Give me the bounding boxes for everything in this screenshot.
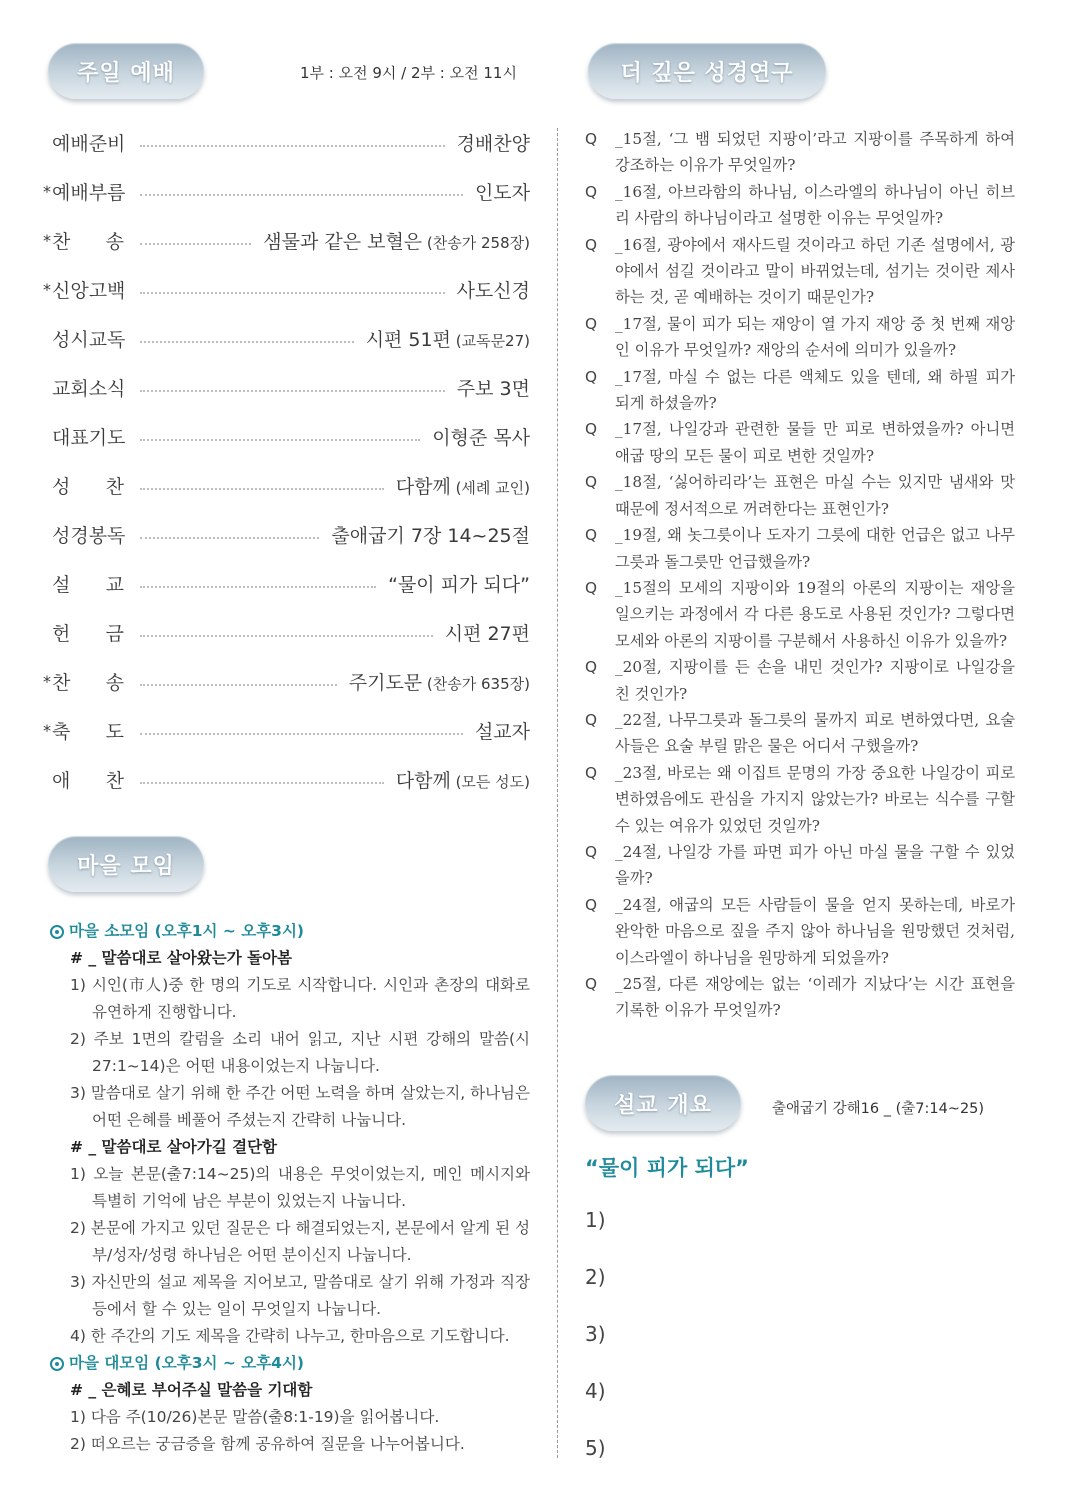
question-text: _20절, 지팡이를 든 손을 내민 것인가? 지팡이로 나일강을 친 것인가? (615, 658, 1015, 703)
worship-item-value (331, 521, 530, 548)
dotted-leader (140, 586, 376, 588)
worship-item-value-text: 다함께 (395, 476, 451, 498)
dotted-leader (140, 733, 463, 735)
standing-mark: * (43, 721, 51, 740)
worship-item-value (263, 227, 530, 254)
study-question (585, 364, 1015, 417)
dotted-leader (140, 194, 463, 196)
worship-item-value (475, 717, 530, 744)
study-question (585, 179, 1015, 232)
worship-item-note: (찬송가 258장) (422, 234, 530, 252)
study-question (585, 126, 1015, 179)
worship-item-name (52, 570, 128, 597)
study-question (585, 232, 1015, 311)
standing-mark: * (43, 182, 51, 201)
worship-order-row (40, 363, 530, 412)
small-meeting-subheading-1: # _ 말씀대로 살아왔는가 돌아봄 (70, 949, 292, 967)
question-mark-label: Q (585, 895, 598, 914)
worship-item-note: (세례 교인) (450, 479, 530, 497)
standing-mark: * (43, 231, 51, 250)
list-item: 2) 주보 1면의 칼럼을 소리 내어 읽고, 지난 시편 강해의 말씀(시27:1~14)은 어떤 내용이었는지 나눕니다. (70, 1030, 530, 1075)
question-mark-label: Q (585, 710, 598, 729)
worship-item-name (52, 374, 128, 401)
worship-item-label-end: 교 (105, 574, 124, 596)
study-question (585, 707, 1015, 760)
worship-item-value (445, 619, 530, 646)
outline-point: 2) (585, 1265, 606, 1289)
worship-item-name (52, 766, 128, 793)
sermon-outline (585, 1208, 606, 1493)
worship-order-row (40, 118, 530, 167)
large-meeting-subheading: # _ 은혜로 부어주실 말씀을 기대함 (70, 1381, 313, 1399)
study-question (585, 311, 1015, 364)
worship-item-value-text: “물이 피가 되다” (388, 574, 530, 596)
worship-item-note: (모든 성도) (450, 773, 530, 791)
column-divider (557, 128, 558, 1458)
small-meeting-heading (50, 918, 530, 945)
question-mark-label: Q (585, 658, 598, 677)
list-item: 3) 자신만의 설교 제목을 지어보고, 말씀대로 살기 위해 가정과 직장 등에서 할 수 있는 일이 무엇일지 나눕니다. (70, 1273, 530, 1318)
question-text: _25절, 다른 재앙에는 없는 ‘이레가 지났다’는 시간 표현을 기록한 이유가 무엇일까? (615, 975, 1015, 1020)
worship-item-label: 헌 (52, 623, 71, 645)
question-mark-label: Q (585, 473, 598, 492)
dotted-leader (140, 292, 445, 294)
worship-item-value-text: 경배찬양 (456, 133, 530, 155)
question-text: _23절, 바로는 왜 이집트 문명의 가장 중요한 나일강이 피로 변하였음에도 관심을 가지지 않았는가? 바로는 식수를 구할 수 있는 여유가 있었던 것일까? (615, 763, 1015, 835)
sermon-title: “물이 피가 되다” (585, 1156, 749, 1180)
worship-item-value (366, 325, 530, 352)
question-text: _18절, ‘싫어하리라’는 표현은 마실 수는 있지만 냄새와 맛 때문에 정서적으로 꺼려한다는 표현인가? (615, 473, 1015, 518)
question-mark-label: Q (585, 578, 598, 597)
question-mark-label: Q (585, 367, 598, 386)
question-mark-label: Q (585, 235, 598, 254)
village-meeting (50, 918, 530, 1458)
worship-item-value-text: 주보 3면 (456, 378, 530, 400)
study-question (585, 760, 1015, 839)
worship-order-row (40, 216, 530, 265)
worship-time: 1부 : 오전 9시 / 2부 : 오전 11시 (300, 64, 517, 82)
worship-item-name (52, 472, 128, 499)
worship-order-row (40, 755, 530, 804)
question-text: _15절의 모세의 지팡이와 19절의 아론의 지팡이는 재앙을 일으키는 과정에서 각 다른 용도로 사용된 것인가? 그렇다면 모세와 아론의 지팡이를 구분해서 사용하신 이유가 있을까? (615, 578, 1015, 650)
worship-item-label: 설 (52, 574, 71, 596)
worship-item-value (432, 423, 530, 450)
dotted-leader (140, 488, 384, 490)
worship-item-value-text: 시편 27편 (444, 623, 530, 645)
study-question (585, 892, 1015, 971)
worship-item-value-text: 이형준 목사 (432, 427, 530, 449)
question-text: _16절, 아브라함의 하나님, 이스라엘의 하나님이 아닌 히브리 사람의 하나님이라고 설명한 이유는 무엇일까? (615, 182, 1015, 228)
study-question (585, 654, 1015, 707)
dotted-leader (140, 341, 354, 343)
worship-item-value-text: 주기도문 (348, 672, 423, 694)
worship-order-row (40, 608, 530, 657)
worship-order-row (40, 167, 530, 216)
study-question (585, 839, 1015, 892)
worship-item-label: 축 (52, 721, 71, 743)
worship-section-title: 주일 예배 (48, 43, 204, 99)
question-text: _24절, 애굽의 모든 사람들이 물을 얻지 못하는데, 바로가 완악한 마음으로 짚을 주지 않아 하나님을 원망했던 것처럼, 이스라엘이 하나님을 원망하게 되었을까? (615, 895, 1015, 967)
worship-item-value (388, 570, 530, 597)
worship-item-name (52, 129, 128, 156)
worship-order-row (40, 265, 530, 314)
worship-order-list (40, 118, 530, 804)
worship-item-name (52, 423, 128, 450)
target-circle-icon (50, 925, 64, 939)
worship-item-label: 성시교독 (52, 329, 126, 351)
standing-mark: * (43, 280, 51, 299)
question-text: _22절, 나무그릇과 돌그릇의 물까지 피로 변하였다면, 요술사들은 요술 부릴 맑은 물은 어디서 구했을까? (615, 710, 1015, 756)
worship-item-value (475, 178, 530, 205)
worship-item-value (396, 766, 530, 793)
outline-point: 5) (585, 1436, 606, 1460)
worship-item-name (52, 276, 128, 303)
standing-mark: * (43, 672, 51, 691)
worship-order-row (40, 706, 530, 755)
list-item: 2) 떠오르는 궁금증을 함께 공유하여 질문을 나누어봅니다. (70, 1435, 465, 1453)
worship-item-label: 찬 (52, 672, 71, 694)
worship-item-value-text: 시편 51편 (365, 329, 451, 351)
sermon-section-title: 설교 개요 (585, 1075, 741, 1131)
list-item: 3) 말씀대로 살기 위해 한 주간 어떤 노력을 하며 살았는지, 하나님은 어떤 은혜를 베풀어 주셨는지 간략히 나눕니다. (70, 1084, 530, 1129)
worship-item-value (396, 472, 530, 499)
question-mark-label: Q (585, 975, 598, 993)
dotted-leader (140, 439, 420, 441)
dotted-leader (140, 684, 337, 686)
worship-item-label: 성 (52, 476, 71, 498)
outline-point: 3) (585, 1322, 606, 1346)
worship-item-label-end: 찬 (105, 476, 124, 498)
worship-order-row (40, 657, 530, 706)
small-meeting-heading-text: 마을 소모임 (오후1시 ~ 오후3시) (69, 922, 305, 940)
study-question (585, 469, 1015, 522)
worship-item-label: 예배준비 (52, 133, 126, 155)
meeting-section-title: 마을 모임 (48, 836, 204, 892)
worship-item-name (52, 227, 128, 254)
worship-item-label: 성경봉독 (52, 525, 126, 547)
worship-order-row (40, 559, 530, 608)
study-question (585, 575, 1015, 654)
worship-item-label-end: 찬 (105, 770, 124, 792)
worship-item-value-text: 인도자 (474, 182, 530, 204)
worship-item-value-text: 다함께 (395, 770, 451, 792)
worship-order-row (40, 461, 530, 510)
worship-item-label: 교회소식 (52, 378, 126, 400)
question-mark-label: Q (585, 420, 598, 439)
small-meeting-subheading-2: # _ 말씀대로 살아가길 결단함 (70, 1138, 278, 1156)
study-section-title: 더 깊은 성경연구 (588, 43, 826, 99)
dotted-leader (140, 635, 433, 637)
dotted-leader (140, 782, 384, 784)
list-item: 1) 시인(市人)중 한 명의 기도로 시작합니다. 시인과 촌장의 대화로 유연하게 진행합니다. (70, 976, 530, 1021)
list-item: 1) 다음 주(10/26)본문 말씀(출8:1-19)을 읽어봅니다. (70, 1408, 440, 1426)
worship-order-row (40, 314, 530, 363)
question-mark-label: Q (585, 526, 598, 545)
question-text: _19절, 왜 놋그릇이나 도자기 그릇에 대한 언급은 없고 나무그릇과 돌그릇만 언급했을까? (615, 526, 1015, 571)
dotted-leader (140, 390, 445, 392)
worship-item-value (349, 668, 530, 695)
question-text: _17절, 나일강과 관련한 물들 만 피로 변하였을까? 아니면 애굽 땅의 모든 물이 피로 변한 것일까? (615, 420, 1015, 465)
dotted-leader (140, 145, 445, 147)
worship-item-value (457, 276, 530, 303)
worship-item-value (457, 129, 530, 156)
worship-item-name (52, 668, 128, 695)
outline-point: 1) (585, 1208, 606, 1232)
worship-item-label: 예배부름 (52, 182, 126, 204)
worship-order-row (40, 510, 530, 559)
worship-item-name (52, 619, 128, 646)
worship-item-label: 찬 (52, 231, 71, 253)
worship-item-name (52, 178, 128, 205)
question-mark-label: Q (585, 763, 598, 782)
worship-item-label-end: 도 (105, 721, 124, 743)
dotted-leader (140, 243, 251, 245)
worship-item-name (52, 521, 128, 548)
worship-order-row (40, 412, 530, 461)
target-circle-icon (50, 1357, 64, 1371)
worship-item-label-end: 송 (105, 231, 124, 253)
worship-item-value-text: 출애굽기 7장 14~25절 (331, 525, 530, 547)
question-mark-label: Q (585, 842, 598, 861)
large-meeting-heading (50, 1350, 530, 1377)
worship-item-name (52, 325, 128, 352)
study-question (585, 522, 1015, 575)
outline-point: 4) (585, 1379, 606, 1403)
question-text: _17절, 마실 수 없는 다른 액체도 있을 텐데, 왜 하필 피가 되게 하셨을까? (615, 367, 1015, 413)
question-mark-label: Q (585, 314, 598, 333)
worship-item-value-text: 샘물과 같은 보혈은 (263, 231, 423, 253)
worship-item-value (457, 374, 530, 401)
dotted-leader (140, 537, 319, 539)
list-item: 1) 오늘 본문(출7:14~25)의 내용은 무엇이었는지, 메인 메시지와 특별히 기억에 남은 부분이 있었는지 나눕니다. (70, 1165, 530, 1210)
question-mark-label: Q (585, 130, 598, 148)
worship-item-note: (찬송가 635장) (422, 675, 530, 693)
worship-item-value-text: 설교자 (474, 721, 530, 743)
worship-item-label: 대표기도 (52, 427, 126, 449)
worship-item-note: (교독문27) (450, 332, 530, 350)
worship-item-label-end: 금 (105, 623, 124, 645)
question-text: _17절, 물이 피가 되는 재앙이 열 가지 재앙 중 첫 번째 재앙인 이유가 무엇일까? 재앙의 순서에 의미가 있을까? (615, 314, 1015, 360)
question-text: _15절, ‘그 뱀 되었던 지팡이’라고 지팡이를 주목하게 하여 강조하는 이유가 무엇일까? (615, 130, 1015, 175)
worship-item-label-end: 송 (105, 672, 124, 694)
worship-item-name (52, 717, 128, 744)
list-item: 2) 본문에 가지고 있던 질문은 다 해결되었는지, 본문에서 알게 된 성부/성자/성령 하나님은 어떤 분이신지 나눕니다. (70, 1219, 530, 1264)
study-question (585, 416, 1015, 469)
worship-item-value-text: 사도신경 (456, 280, 530, 302)
question-text: _24절, 나일강 가를 파면 피가 아닌 마실 물을 구할 수 있었을까? (615, 842, 1015, 888)
large-meeting-heading-text: 마을 대모임 (오후3시 ~ 오후4시) (69, 1354, 305, 1372)
sermon-reference: 출애굽기 강해16 _ (출7:14~25) (772, 1101, 985, 1117)
study-question-list (585, 126, 1015, 1024)
list-item: 4) 한 주간의 기도 제목을 간략히 나누고, 한마음으로 기도합니다. (70, 1327, 510, 1345)
study-question (585, 971, 1015, 1024)
worship-item-label: 애 (52, 770, 71, 792)
question-mark-label: Q (585, 182, 598, 201)
worship-item-label: 신앙고백 (52, 280, 126, 302)
question-text: _16절, 광야에서 재사드릴 것이라고 하던 기존 설명에서, 광야에서 섬길 것이라고 말이 바뀌었는데, 섬기는 것이란 제사하는 것, 곧 예배하는 것이기 때문인가? (615, 235, 1015, 307)
